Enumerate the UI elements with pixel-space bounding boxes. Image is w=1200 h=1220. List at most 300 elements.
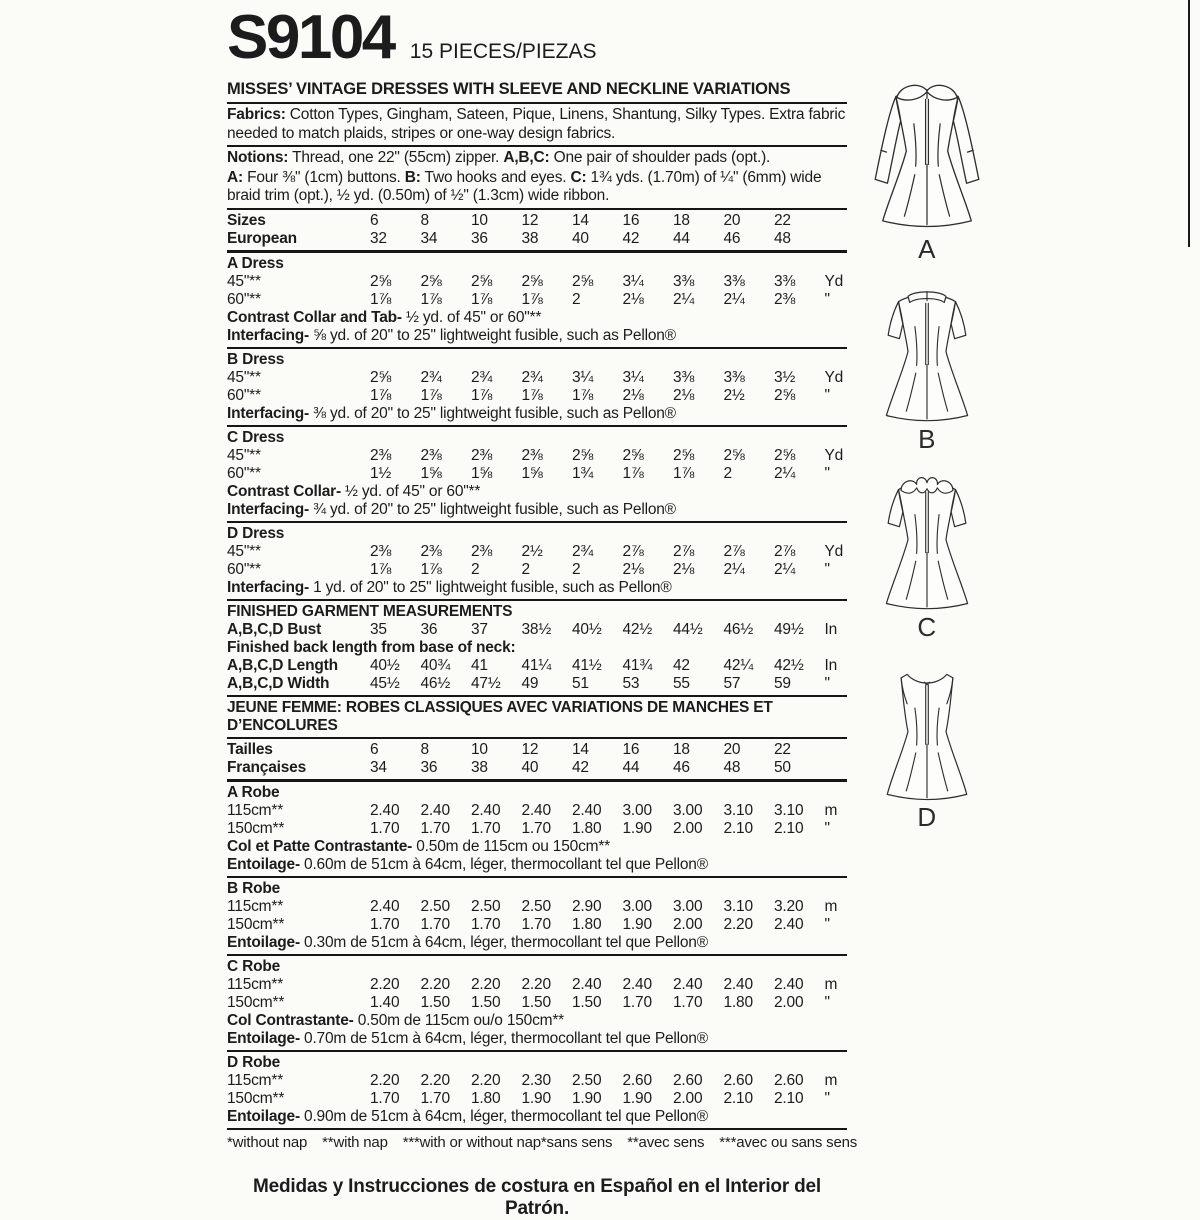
value-cell: 1.90 [572,1089,602,1107]
unit-cell: Yd [824,272,844,290]
value-cell: 3¼ [622,272,644,290]
bold-lead: C: [570,168,587,186]
value-cell: 3.10 [723,801,753,819]
value-cell: 44 [673,229,690,247]
value-cell: 2.20 [471,975,501,993]
footnotes-en [227,1134,541,1152]
unit-cell: In [824,656,838,674]
value-cell: 2½ [521,542,543,560]
description-heading-en: MISSES’ VINTAGE DRESSES WITH SLEEVE AND NECKLINE VARIATIONS [227,80,791,98]
table-row [227,994,847,1012]
value-cell: 2⅞ [774,542,796,560]
section-note: Entoilage- 0.90m de 51cm à 64cm, léger, thermocollant tel que Pellon® [227,1107,708,1125]
dress-a-illustration [852,73,1002,235]
value-cell: 2.40 [774,915,804,933]
value-cell: 20 [723,740,741,758]
row-label: European [227,229,297,247]
value-cell: 12 [521,211,539,229]
value-cell: 2.20 [723,915,753,933]
unit-cell [825,230,848,248]
value-cell: 48 [774,229,791,247]
value-cell: 2.50 [471,897,501,915]
value-cell: 2.10 [774,819,804,837]
value-cell: 1⅞ [521,290,543,308]
table-row [227,543,847,561]
value-cell: 6 [370,740,379,758]
value-cell: 2.00 [673,1089,703,1107]
value-cell: 3⅜ [774,272,796,290]
value-cell: 1⅝ [521,464,543,482]
bold-lead: Entoilage- [227,855,300,873]
value-cell: 46½ [420,674,451,692]
unit-cell: " [824,464,830,482]
value-cell: 2⅝ [572,272,594,290]
unit-cell: m [824,897,838,915]
unit-cell [825,759,848,777]
value-cell: 2.60 [673,1071,703,1089]
yardage-rows [227,369,847,405]
footnote: *sans sens [540,1133,613,1151]
unit-cell: " [824,819,830,837]
value-cell: 2¼ [774,464,796,482]
footnote: ***avec ou sans sens [719,1133,858,1151]
value-cell: 2.50 [572,1071,602,1089]
section-note: Entoilage- 0.30m de 51cm à 64cm, léger, thermocollant tel que Pellon® [227,933,708,951]
description-heading-fr: JEUNE FEMME: ROBES CLASSIQUES AVEC VARIATIONS DE MANCHES ET D’ENCOLURES [227,698,773,734]
yardage-rows [227,273,847,309]
title-row [227,3,847,72]
value-cell: 1¾ [572,464,594,482]
view-a [852,73,1002,264]
value-cell: 2⅜ [370,446,392,464]
value-cell: 1⅝ [420,464,442,482]
value-cell: 2⅛ [673,386,695,404]
value-cell: 45½ [370,674,400,692]
value-cell: 22 [774,211,791,229]
unit-cell: m [824,1071,838,1089]
value-cell: 2.60 [774,1071,804,1089]
divider [227,695,847,697]
row-label: A,B,C,D Width [227,674,330,692]
value-cell: 42 [622,229,640,247]
unit-cell: Yd [824,368,844,386]
table-row [227,675,847,693]
value-cell: 46 [723,229,741,247]
unit-cell: " [824,993,830,1011]
value-cell: 1.90 [622,1089,652,1107]
value-cell: 2⅝ [521,272,543,290]
value-cell: 3.20 [774,897,804,915]
section-note: Interfacing- 1 yd. of 20" to 25" lightweight fusible, such as Pellon® [227,578,672,596]
value-cell: 2½ [723,386,745,404]
value-cell: 1⅞ [420,290,442,308]
value-cell: 1.50 [420,993,450,1011]
value-cell: 41¾ [622,656,653,674]
value-cell: 47½ [471,674,501,692]
value-cell: 53 [622,674,640,692]
view-b-label: B [918,424,936,454]
value-cell: 38 [471,758,488,776]
value-cell: 55 [673,674,690,692]
section-title: FINISHED GARMENT MEASUREMENTS [227,602,513,620]
table-row [227,387,847,405]
divider [227,145,847,147]
value-cell: 2.40 [774,975,804,993]
unit-cell: " [824,560,830,578]
value-cell: 2¼ [673,290,695,308]
bold-lead: Notions: [227,149,289,166]
value-cell: 2⅜ [370,542,392,560]
divider [227,779,847,782]
value-cell: 1.70 [420,819,450,837]
footnotes-fr [541,1134,857,1152]
value-cell: 40½ [572,620,602,638]
view-d [852,658,1002,832]
value-cell: 1⅞ [521,386,543,404]
value-cell: 1.40 [370,993,400,1011]
value-cell: 1.70 [673,993,703,1011]
value-cell: 14 [572,740,589,758]
section-note: Interfacing- ¾ yd. of 20" to 25" lightweight fusible, such as Pellon® [227,500,676,518]
footnotes [227,1133,858,1152]
value-cell: 14 [572,211,589,229]
value-cell: 2¾ [471,368,493,386]
notions-line-1: Notions: Thread, one 22" (55cm) zipper. A,B,C: One pair of shoulder pads (opt.). [227,149,771,166]
view-d-label: D [917,802,937,832]
dress-b-illustration [852,280,1002,425]
table-row [227,621,847,639]
bold-lead: Interfacing- [227,404,309,422]
table-row [227,369,847,387]
value-cell: 2.40 [572,801,602,819]
value-cell: 2.50 [521,897,551,915]
unit-cell: m [824,801,838,819]
row-label: A,B,C,D Length [227,656,338,674]
value-cell: 2 [471,560,480,578]
measurement-rows [227,621,847,639]
row-label: 60"** [227,386,261,404]
value-cell: 1.70 [370,915,400,933]
value-cell: 1⅞ [420,386,442,404]
table-row [227,759,847,777]
value-cell: 40 [572,229,589,247]
table-row [227,465,847,483]
unit-cell: Yd [824,542,844,560]
value-cell: 8 [420,211,429,229]
value-cell: 18 [673,740,690,758]
value-cell: 1.90 [622,819,652,837]
yardage-rows [227,1072,847,1108]
value-cell: 1.70 [471,915,501,933]
value-cell: 51 [572,674,589,692]
bold-lead: B: [404,168,421,186]
value-cell: 44 [622,758,640,776]
table-row [227,976,847,994]
value-cell: 38½ [521,620,552,638]
table-row [227,1072,847,1090]
divider [227,250,847,253]
value-cell: 2 [572,290,581,308]
measurement-rows [227,657,847,693]
value-cell: 1.80 [572,819,602,837]
value-cell: 2.90 [572,897,602,915]
footnote: **avec sens [627,1133,705,1151]
value-cell: 1½ [370,464,392,482]
value-cell: 18 [673,211,690,229]
dress-d-illustration [852,658,1002,803]
value-cell: 3.00 [622,897,652,915]
value-cell: 22 [774,740,791,758]
bold-lead: Interfacing- [227,500,309,518]
yardage-rows [227,802,847,838]
value-cell: 46½ [723,620,754,638]
value-cell: 41¼ [521,656,552,674]
section-note: Col Contrastante- 0.50m de 115cm ou/o 150cm** [227,1011,565,1029]
value-cell: 6 [370,211,379,229]
divider [227,425,847,427]
value-cell: 2⅛ [622,290,644,308]
value-cell: 41½ [572,656,602,674]
value-cell: 3⅜ [723,272,745,290]
value-cell: 34 [370,758,387,776]
row-label: A,B,C,D Bust [227,620,322,638]
value-cell: 2.20 [370,975,400,993]
row-label: 115cm** [227,897,284,915]
value-cell: 2⅝ [723,446,745,464]
value-cell: 2⅜ [471,446,493,464]
value-cell: 2¼ [774,560,796,578]
section-title: B Dress [227,350,285,368]
value-cell: 42¼ [723,656,754,674]
table-row [227,273,847,291]
value-cell: 2 [723,464,732,482]
table-row [227,741,847,759]
value-cell: 2¾ [572,542,594,560]
view-a-label: A [918,234,936,264]
value-cell: 1.70 [370,1089,400,1107]
view-c-label: C [917,612,937,642]
divider [227,1050,847,1052]
value-cell: 2.00 [673,915,703,933]
table-row [227,657,847,675]
value-cell: 42 [673,656,690,674]
value-cell: 3½ [774,368,796,386]
row-label: 150cm** [227,993,285,1011]
value-cell: 3.10 [774,801,804,819]
value-cell: 2.20 [471,1071,501,1089]
value-cell: 2¼ [723,290,745,308]
value-cell: 3.00 [673,801,703,819]
section-note: Interfacing- ⅜ yd. of 20" to 25" lightweight fusible, such as Pellon® [227,404,676,422]
section-c-dress [227,429,847,519]
table-row [227,291,847,309]
unit-cell: " [824,915,830,933]
table-row [227,230,847,248]
value-cell: 1⅞ [471,386,493,404]
value-cell: 2.00 [774,993,804,1011]
section-c-robe [227,958,847,1048]
value-cell: 2⅝ [774,386,796,404]
value-cell: 1.80 [471,1089,501,1107]
value-cell: 3⅜ [673,272,695,290]
value-cell: 3¼ [572,368,594,386]
table-row [227,1090,847,1108]
value-cell: 35 [370,620,387,638]
row-label: 60"** [227,290,261,308]
value-cell: 1.90 [622,915,652,933]
notions-line-2: A: Four ⅜" (1cm) buttons. B: Two hooks and eyes. C: 1¾ yds. (1.70m) of ¼" (6mm) wide braid trim (opt.), ½ yd. (0.50m) of ½" (1.3cm) wide ribbon. [227,168,822,204]
divider [227,954,847,956]
value-cell: 1⅞ [370,290,392,308]
divider [227,347,847,349]
spanish-note: Medidas y Instrucciones de costura en Español en el Interior del Patrón. [253,1175,821,1219]
value-cell: 3⅜ [723,368,745,386]
row-label: 115cm** [227,975,284,993]
section-d-robe [227,1054,847,1126]
value-cell: 2 [521,560,530,578]
value-cell: 2.40 [572,975,602,993]
value-cell: 3.00 [673,897,703,915]
value-cell: 1.90 [521,1089,551,1107]
value-cell: 2⅝ [673,446,695,464]
table-row [227,898,847,916]
value-cell: 1⅞ [370,560,392,578]
value-cell: 1⅞ [622,464,644,482]
value-cell: 2 [572,560,581,578]
divider [227,876,847,878]
value-cell: 1.50 [471,993,501,1011]
value-cell: 2.40 [370,897,400,915]
value-cell: 2⅝ [370,272,392,290]
value-cell: 2⅛ [622,560,644,578]
view-c [852,468,1002,642]
row-label: 45"** [227,368,261,386]
value-cell: 2⅝ [420,272,442,290]
unit-cell: " [824,386,830,404]
section-b-robe [227,880,847,952]
section-title: D Robe [227,1053,281,1071]
divider [227,208,847,210]
footnote: **with nap [322,1133,388,1151]
value-cell: 36 [420,620,438,638]
section-title: C Robe [227,957,281,975]
value-cell: 2.40 [673,975,703,993]
section-b-dress [227,351,847,423]
value-cell: 50 [774,758,791,776]
row-label: 115cm** [227,1071,284,1089]
value-cell: 2⅜ [471,542,493,560]
value-cell: 37 [471,620,488,638]
value-cell: 3¼ [622,368,644,386]
unit-cell [825,741,848,759]
yardage-rows [227,898,847,934]
value-cell: 2¾ [521,368,543,386]
row-label: 60"** [227,560,261,578]
section-note: Interfacing- ⅝ yd. of 20" to 25" lightweight fusible, such as Pellon® [227,326,676,344]
value-cell: 42 [572,758,589,776]
dress-c-illustration [852,468,1002,613]
unit-cell: m [824,975,838,993]
value-cell: 1.50 [572,993,602,1011]
bold-lead: Entoilage- [227,933,300,951]
value-cell: 48 [723,758,741,776]
table-row [227,212,847,230]
value-cell: 1⅞ [673,464,695,482]
value-cell: 2.30 [521,1071,551,1089]
value-cell: 49½ [774,620,804,638]
row-label: Tailles [227,740,273,758]
value-cell: 2.60 [622,1071,652,1089]
value-cell: 34 [420,229,438,247]
size-table-en [227,212,847,248]
edge-mark [1188,0,1190,247]
divider [227,737,847,739]
fabrics-note: Fabrics: Cotton Types, Gingham, Sateen, Pique, Linens, Shantung, Silky Types. Extra fabric needed to match plaids, stripes or one-way design fabrics. [227,106,846,142]
value-cell: 2⅞ [723,542,745,560]
divider [227,102,847,104]
value-cell: 2.10 [723,1089,753,1107]
unit-cell: " [824,1089,830,1107]
section-title: C Dress [227,428,285,446]
pattern-back-content [227,3,858,1220]
divider [227,521,847,523]
value-cell: 1.80 [572,915,602,933]
size-table-fr [227,741,847,777]
value-cell: 44½ [673,620,703,638]
value-cell: 1.50 [521,993,551,1011]
view-b [852,280,1002,454]
value-cell: 2⅜ [774,290,796,308]
value-cell: 2.20 [420,1071,450,1089]
value-cell: 1.70 [521,819,551,837]
value-cell: 42½ [622,620,653,638]
value-cell: 36 [471,229,488,247]
value-cell: 32 [370,229,387,247]
value-cell: 1.70 [622,993,652,1011]
value-cell: 1.70 [420,915,450,933]
yardage-rows [227,976,847,1012]
value-cell: 40¾ [420,656,451,674]
unit-cell: " [824,290,830,308]
value-cell: 42½ [774,656,804,674]
pieces-count: 15 PIECES/PIEZAS [409,40,597,63]
yardage-rows [227,447,847,483]
value-cell: 49 [521,674,539,692]
section-d-dress [227,525,847,597]
bold-lead: Col Contrastante- [227,1011,354,1029]
value-cell: 2.20 [420,975,450,993]
section-a-dress [227,255,847,345]
value-cell: 2.20 [521,975,551,993]
value-cell: 2⅝ [622,446,644,464]
value-cell: 10 [471,211,488,229]
unit-cell: In [824,620,838,638]
value-cell: 2⅛ [622,386,644,404]
value-cell: 2⅝ [370,368,392,386]
value-cell: 16 [622,211,640,229]
value-cell: 40½ [370,656,400,674]
bold-lead: A: [227,168,243,186]
value-cell: 2.40 [370,801,400,819]
value-cell: 2.10 [774,1089,804,1107]
value-cell: 2¼ [723,560,745,578]
value-cell: 2.10 [723,819,753,837]
value-cell: 12 [521,740,539,758]
pattern-number: S9104 [227,3,394,72]
bold-lead: Col et Patte Contrastante- [227,837,413,855]
value-cell: 38 [521,229,539,247]
value-cell: 3.10 [723,897,753,915]
